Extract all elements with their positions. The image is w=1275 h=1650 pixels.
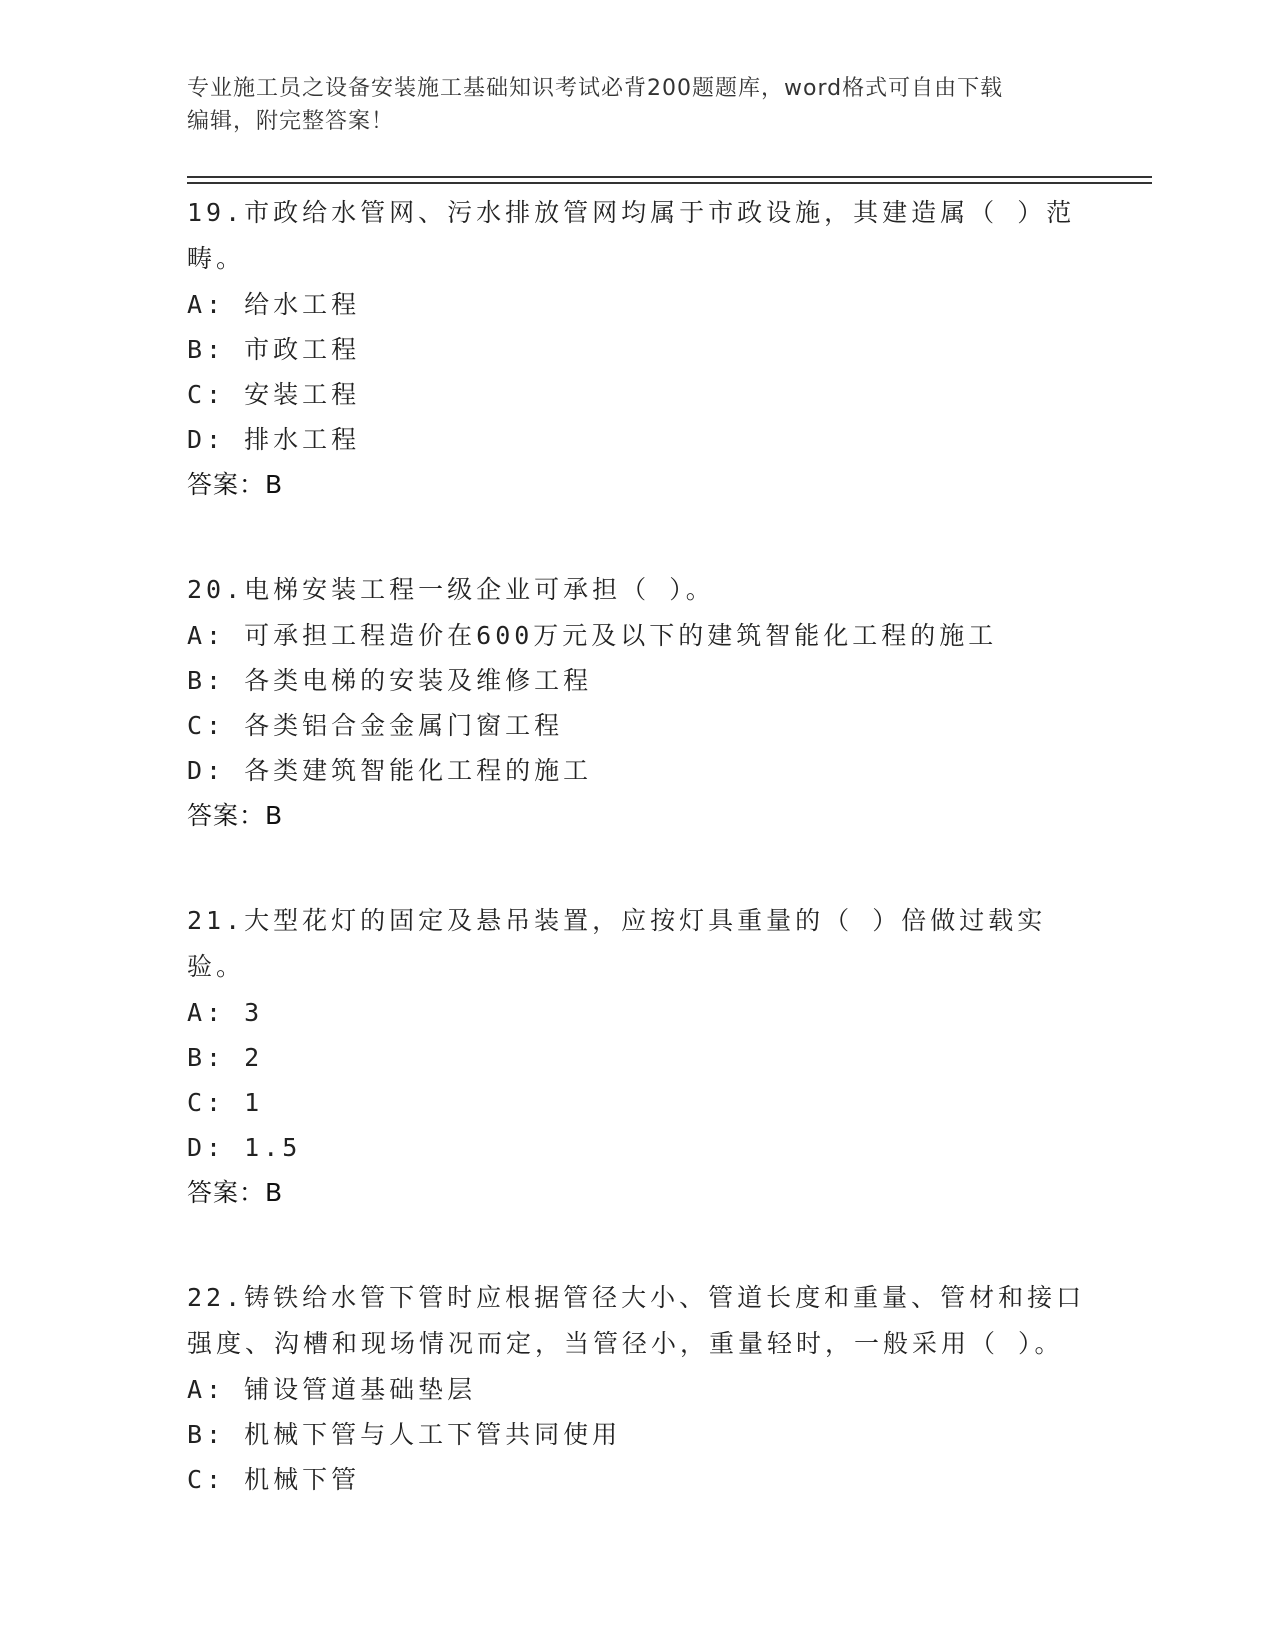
question-stem: 19.市政给水管网、污水排放管网均属于市政设施，其建造属（ ）范畴。: [187, 198, 1076, 273]
option-b: B: 各类电梯的安装及维修工程: [187, 666, 593, 695]
question-20: [187, 567, 1087, 838]
question-22: [187, 1275, 1087, 1502]
option-d: D: 各类建筑智能化工程的施工: [187, 756, 593, 785]
answer: 答案：B: [187, 470, 284, 499]
question-stem: 20.电梯安装工程一级企业可承担（ ）。: [187, 575, 715, 604]
question-21: [187, 898, 1087, 1215]
header-divider-bottom: [187, 182, 1152, 184]
option-c: C: 机械下管: [187, 1465, 361, 1494]
option-b: B: 市政工程: [187, 335, 361, 364]
question-list: [187, 190, 1087, 1562]
answer: 答案：B: [187, 1178, 284, 1207]
option-a: A: 铺设管道基础垫层: [187, 1375, 477, 1404]
option-c: C: 安装工程: [187, 380, 361, 409]
option-c: C: 各类铝合金金属门窗工程: [187, 711, 564, 740]
header-title-line-2: 编辑，附完整答案！: [187, 109, 395, 134]
question-stem: 22.铸铁给水管下管时应根据管径大小、管道长度和重量、管材和接口强度、沟槽和现场情况而定，当管径小，重量轻时，一般采用（ ）。: [187, 1283, 1086, 1358]
question-stem: 21.大型花灯的固定及悬吊装置，应按灯具重量的（ ）倍做过载实验。: [187, 906, 1047, 981]
option-a: A: 可承担工程造价在600万元及以下的建筑智能化工程的施工: [187, 621, 998, 650]
option-b: B: 机械下管与人工下管共同使用: [187, 1420, 622, 1449]
document-header: [187, 72, 1067, 138]
header-divider-top: [187, 176, 1152, 178]
option-b: B: 2: [187, 1043, 264, 1072]
option-a: A: 3: [187, 998, 264, 1027]
question-19: [187, 190, 1087, 507]
header-title-line-1: 专业施工员之设备安装施工基础知识考试必背200题题库，word格式可自由下载: [187, 76, 1004, 101]
option-d: D: 排水工程: [187, 425, 361, 454]
answer: 答案：B: [187, 801, 284, 830]
option-c: C: 1: [187, 1088, 264, 1117]
option-d: D: 1.5: [187, 1133, 302, 1162]
option-a: A: 给水工程: [187, 290, 361, 319]
